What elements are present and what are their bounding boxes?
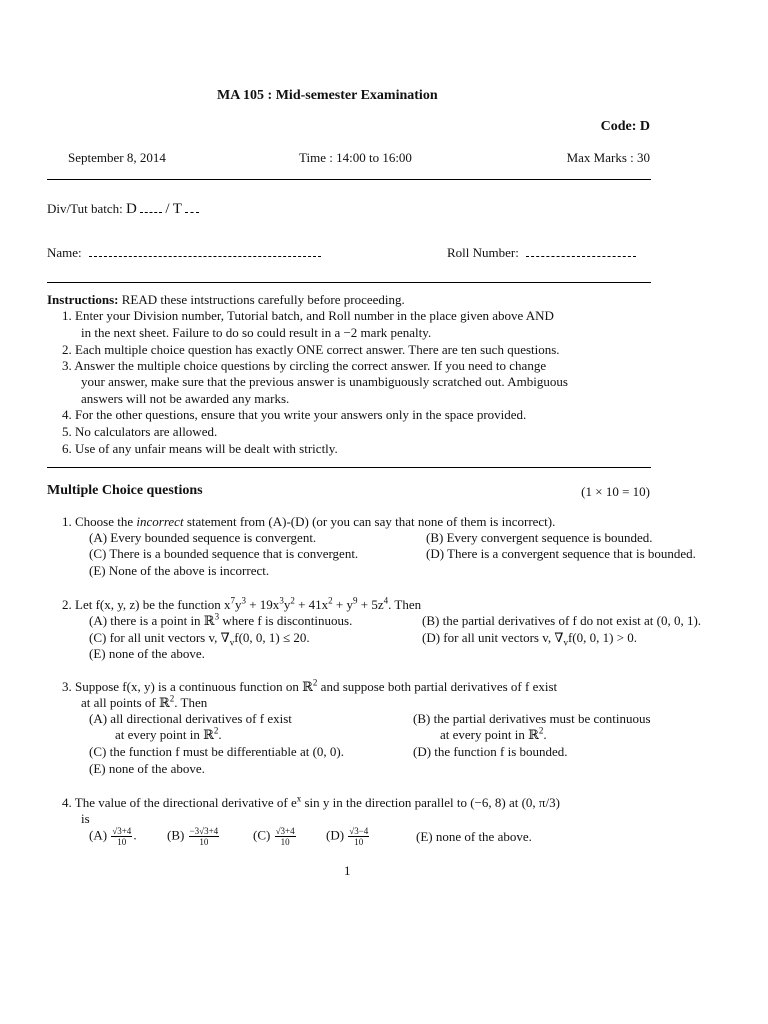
divider	[47, 282, 651, 283]
div-blank[interactable]	[140, 212, 162, 213]
max-marks: Max Marks : 30	[566, 150, 650, 165]
q4-option-b[interactable]: (B) $\frac{-3√3+4}{10}$	[167, 826, 219, 847]
roll-blank[interactable]	[526, 256, 636, 257]
instruction-item: answers will not be awarded any marks.	[81, 391, 290, 406]
instruction-item: 3. Answer the multiple choice questions by circling the correct answer. If you need to change	[62, 358, 547, 373]
exam-time: Time : 14:00 to 16:00	[299, 150, 412, 165]
instructions-heading: Instructions:	[47, 292, 119, 307]
question-3-text-cont: at all points of ℝ$^2$. Then	[81, 693, 208, 710]
name-blank[interactable]	[89, 256, 321, 257]
q1-option-c[interactable]: (C) There is a bounded sequence that is convergent.	[89, 546, 359, 561]
instruction-item: 2. Each multiple choice question has exactly ONE correct answer. There are ten such questions.	[62, 342, 560, 357]
fraction: $\frac{√3-4}{10}$	[349, 826, 369, 847]
name-field	[47, 245, 321, 261]
q3-option-a[interactable]: (A) all directional derivatives of f exist	[89, 711, 292, 726]
q3-option-b-cont[interactable]: at every point in ℝ$^2$.	[440, 725, 547, 742]
exam-date: September 8, 2014	[68, 150, 166, 165]
divider	[47, 467, 651, 468]
question-4-text-cont: is	[81, 811, 90, 826]
q1-option-e[interactable]: (E) None of the above is incorrect.	[89, 563, 270, 578]
q3-option-e[interactable]: (E) none of the above.	[89, 761, 205, 776]
q3-option-c[interactable]: (C) the function f must be differentiable at (0, 0).	[89, 744, 344, 759]
page-number: 1	[344, 863, 351, 878]
q4-option-a[interactable]: (A) $\frac{√3+4}{10}$ .	[89, 826, 137, 847]
question-3-text: 3. Suppose f(x, y) is a continuous function on ℝ$^2$ and suppose both partial derivatives of f exist	[62, 677, 558, 694]
q2-option-c[interactable]: (C) for all unit vectors v, $\nabla_vf(0$, 0, 1) ≤ 20.	[89, 630, 310, 648]
q1-option-b[interactable]: (B) Every convergent sequence is bounded.	[426, 530, 653, 545]
q2-option-b[interactable]: (B) the partial derivatives of f do not exist at (0, 0, 1).	[422, 613, 702, 628]
q3-option-b[interactable]: (B) the partial derivatives must be continuous	[413, 711, 651, 726]
name-label: Name:	[47, 245, 82, 260]
q1-option-a[interactable]: (A) Every bounded sequence is convergent.	[89, 530, 317, 545]
q1-option-d[interactable]: (D) There is a convergent sequence that is bounded.	[426, 546, 696, 561]
question-4-text: 4. The value of the directional derivative of $e^x$ sin y in the direction parallel to (−6, 8) at (0, π/3)	[62, 793, 560, 810]
instruction-item: your answer, make sure that the previous answer is unambiguously scratched out. Ambiguous	[81, 374, 568, 389]
roll-label: Roll Number:	[447, 245, 519, 260]
instruction-item: 4. For the other questions, ensure that you write your answers only in the space provided.	[62, 407, 527, 422]
q2-option-a[interactable]: (A) there is a point in ℝ$^3$ where f is discontinuous.	[89, 611, 353, 628]
divider	[47, 179, 651, 180]
q3-option-a-cont[interactable]: at every point in ℝ$^2$.	[115, 725, 222, 742]
fraction: $\frac{√3+4}{10}$	[112, 826, 132, 847]
question-2-text: 2. Let f(x, y, z) be the function $x^7y^3 + 19x^3y^2 + 41x^2 + y^9 + 5z^4$. Then	[62, 595, 422, 612]
question-1-text: 1. Choose the incorrect statement from (A)-(D) (or you can say that none of them is incorrect).	[62, 514, 556, 529]
fraction: $\frac{-3√3+4}{10}$	[189, 826, 219, 847]
fraction: $\frac{√3+4}{10}$	[275, 826, 295, 847]
instruction-item: 5. No calculators are allowed.	[62, 424, 218, 439]
q2-option-e[interactable]: (E) none of the above.	[89, 646, 205, 661]
q2-option-d[interactable]: (D) for all unit vectors v, $\nabla_vf(0$, 0, 1) > 0.	[422, 630, 638, 648]
instructions-intro: Instructions: READ these intstructions carefully before proceeding.	[47, 292, 405, 307]
div-letter: D	[125, 201, 137, 217]
instruction-item: 6. Use of any unfair means will be dealt with strictly.	[62, 441, 338, 456]
section-marks: (1 × 10 = 10)	[581, 484, 650, 499]
exam-code: Code: D	[600, 119, 650, 134]
exam-title: MA 105 : Mid-semester Examination	[217, 88, 438, 103]
tut-letter: T	[172, 201, 182, 217]
instruction-item: 1. Enter your Division number, Tutorial batch, and Roll number in the place given above AND	[62, 308, 554, 323]
q4-option-d[interactable]: (D) $\frac{√3-4}{10}$	[326, 826, 369, 847]
roll-field	[447, 245, 636, 261]
q4-option-c[interactable]: (C) $\frac{√3+4}{10}$	[253, 826, 295, 847]
tut-blank[interactable]	[185, 212, 199, 213]
instruction-item: in the next sheet. Failure to do so could result in a −2 mark penalty.	[81, 325, 432, 340]
div-slash: /	[165, 201, 170, 217]
q4-option-e[interactable]: (E) none of the above.	[416, 829, 532, 844]
div-tut-field	[47, 201, 199, 218]
section-title: Multiple Choice questions	[47, 483, 203, 498]
div-tut-label: Div/Tut batch:	[47, 201, 123, 216]
q3-option-d[interactable]: (D) the function f is bounded.	[413, 744, 568, 759]
